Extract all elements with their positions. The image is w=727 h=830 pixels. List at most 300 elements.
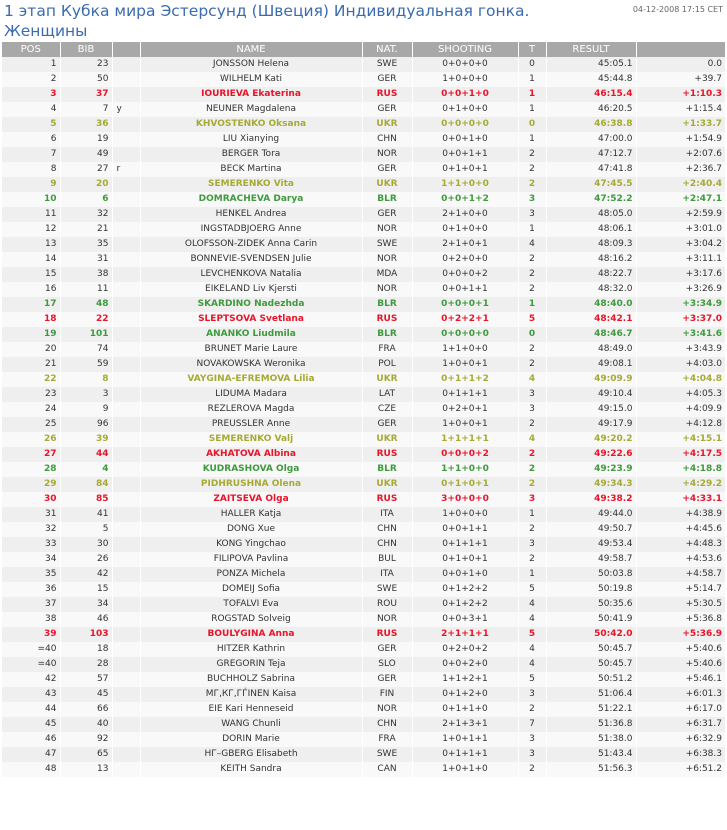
cell-name: HALLER Katja bbox=[140, 507, 362, 522]
cell-penalties: 3 bbox=[518, 732, 546, 747]
table-row bbox=[2, 342, 725, 357]
cell-behind: +6:51.2 bbox=[636, 762, 725, 777]
cell-result: 48:32.0 bbox=[546, 282, 636, 297]
table-row bbox=[2, 732, 725, 747]
table-row bbox=[2, 597, 725, 612]
cell-nat: UKR bbox=[362, 117, 412, 132]
cell-nat: ITA bbox=[362, 567, 412, 582]
cell-pos: 19 bbox=[2, 327, 60, 342]
cell-bib: 66 bbox=[60, 702, 112, 717]
cell-pos: 17 bbox=[2, 297, 60, 312]
cell-bib: 23 bbox=[60, 57, 112, 72]
cell-nat: GER bbox=[362, 102, 412, 117]
cell-behind: +5:36.8 bbox=[636, 612, 725, 627]
cell-name: LIU Xianying bbox=[140, 132, 362, 147]
cell-mark bbox=[112, 357, 140, 372]
cell-result: 49:17.9 bbox=[546, 417, 636, 432]
cell-penalties: 0 bbox=[518, 327, 546, 342]
cell-behind: +5:30.5 bbox=[636, 597, 725, 612]
cell-result: 51:38.0 bbox=[546, 732, 636, 747]
table-row bbox=[2, 567, 725, 582]
cell-pos: 18 bbox=[2, 312, 60, 327]
cell-nat: SWE bbox=[362, 237, 412, 252]
cell-shooting: 0+0+0+2 bbox=[412, 447, 518, 462]
cell-result: 45:44.8 bbox=[546, 72, 636, 87]
cell-result: 51:56.3 bbox=[546, 762, 636, 777]
cell-result: 50:35.6 bbox=[546, 597, 636, 612]
cell-behind: +4:53.6 bbox=[636, 552, 725, 567]
cell-bib: 42 bbox=[60, 567, 112, 582]
cell-penalties: 5 bbox=[518, 582, 546, 597]
cell-nat: RUS bbox=[362, 447, 412, 462]
cell-shooting: 1+1+0+0 bbox=[412, 177, 518, 192]
cell-mark bbox=[112, 642, 140, 657]
table-row bbox=[2, 537, 725, 552]
cell-shooting: 0+0+0+2 bbox=[412, 267, 518, 282]
cell-name: PIDHRUSHNA Olena bbox=[140, 477, 362, 492]
cell-nat: UKR bbox=[362, 372, 412, 387]
cell-shooting: 1+1+1+1 bbox=[412, 432, 518, 447]
cell-bib: 96 bbox=[60, 417, 112, 432]
cell-shooting: 0+2+0+0 bbox=[412, 252, 518, 267]
cell-bib: 57 bbox=[60, 672, 112, 687]
cell-behind: +4:45.6 bbox=[636, 522, 725, 537]
cell-pos: 33 bbox=[2, 537, 60, 552]
cell-name: NEUNER Magdalena bbox=[140, 102, 362, 117]
table-row bbox=[2, 762, 725, 777]
table-row bbox=[2, 702, 725, 717]
cell-name: JONSSON Helena bbox=[140, 57, 362, 72]
cell-behind: +1:54.9 bbox=[636, 132, 725, 147]
cell-nat: FIN bbox=[362, 687, 412, 702]
cell-shooting: 0+0+1+1 bbox=[412, 147, 518, 162]
cell-bib: 5 bbox=[60, 522, 112, 537]
cell-nat: GER bbox=[362, 417, 412, 432]
cell-pos: 39 bbox=[2, 627, 60, 642]
cell-shooting: 0+1+0+0 bbox=[412, 222, 518, 237]
cell-bib: 32 bbox=[60, 207, 112, 222]
cell-mark bbox=[112, 567, 140, 582]
cell-name: SEMERENKO Vita bbox=[140, 177, 362, 192]
cell-mark bbox=[112, 222, 140, 237]
cell-mark bbox=[112, 657, 140, 672]
cell-name: OLOFSSON-ZIDEK Anna Carin bbox=[140, 237, 362, 252]
cell-bib: 4 bbox=[60, 462, 112, 477]
cell-bib: 3 bbox=[60, 387, 112, 402]
cell-penalties: 4 bbox=[518, 642, 546, 657]
cell-mark bbox=[112, 552, 140, 567]
cell-penalties: 3 bbox=[518, 537, 546, 552]
cell-penalties: 2 bbox=[518, 477, 546, 492]
cell-name: AKHATOVA Albina bbox=[140, 447, 362, 462]
cell-shooting: 0+1+1+2 bbox=[412, 372, 518, 387]
cell-pos: 47 bbox=[2, 747, 60, 762]
cell-mark bbox=[112, 207, 140, 222]
cell-pos: 37 bbox=[2, 597, 60, 612]
cell-shooting: 1+0+0+0 bbox=[412, 72, 518, 87]
cell-result: 50:45.7 bbox=[546, 657, 636, 672]
cell-shooting: 3+0+0+0 bbox=[412, 492, 518, 507]
cell-penalties: 4 bbox=[518, 612, 546, 627]
cell-bib: 74 bbox=[60, 342, 112, 357]
cell-nat: UKR bbox=[362, 477, 412, 492]
cell-behind: +3:17.6 bbox=[636, 267, 725, 282]
cell-mark bbox=[112, 327, 140, 342]
cell-penalties: 2 bbox=[518, 267, 546, 282]
cell-name: PONZA Michela bbox=[140, 567, 362, 582]
cell-bib: 13 bbox=[60, 762, 112, 777]
cell-name: ZAITSEVA Olga bbox=[140, 492, 362, 507]
cell-name: LIDUMA Madara bbox=[140, 387, 362, 402]
cell-nat: NOR bbox=[362, 702, 412, 717]
cell-behind: +4:33.1 bbox=[636, 492, 725, 507]
cell-bib: 15 bbox=[60, 582, 112, 597]
cell-name: DOMEIJ Sofia bbox=[140, 582, 362, 597]
cell-mark bbox=[112, 57, 140, 72]
cell-shooting: 2+1+1+1 bbox=[412, 627, 518, 642]
cell-name: ANANKO Liudmila bbox=[140, 327, 362, 342]
cell-name: SKARDINO Nadezhda bbox=[140, 297, 362, 312]
cell-result: 49:58.7 bbox=[546, 552, 636, 567]
cell-result: 50:51.2 bbox=[546, 672, 636, 687]
cell-mark bbox=[112, 132, 140, 147]
cell-shooting: 0+1+0+1 bbox=[412, 162, 518, 177]
cell-pos: 12 bbox=[2, 222, 60, 237]
cell-nat: BLR bbox=[362, 192, 412, 207]
col-bib: BIB bbox=[60, 42, 112, 57]
cell-nat: RUS bbox=[362, 627, 412, 642]
table-row bbox=[2, 657, 725, 672]
cell-mark bbox=[112, 597, 140, 612]
cell-mark bbox=[112, 492, 140, 507]
col-shooting: SHOOTING bbox=[412, 42, 518, 57]
cell-bib: 20 bbox=[60, 177, 112, 192]
cell-pos: 26 bbox=[2, 432, 60, 447]
table-row bbox=[2, 327, 725, 342]
cell-shooting: 2+1+3+1 bbox=[412, 717, 518, 732]
cell-result: 51:36.8 bbox=[546, 717, 636, 732]
cell-behind: +4:48.3 bbox=[636, 537, 725, 552]
cell-penalties: 5 bbox=[518, 312, 546, 327]
cell-result: 49:38.2 bbox=[546, 492, 636, 507]
table-row bbox=[2, 717, 725, 732]
table-row bbox=[2, 87, 725, 102]
cell-mark bbox=[112, 72, 140, 87]
cell-bib: 26 bbox=[60, 552, 112, 567]
cell-mark bbox=[112, 402, 140, 417]
cell-nat: NOR bbox=[362, 252, 412, 267]
cell-nat: GER bbox=[362, 162, 412, 177]
table-row bbox=[2, 447, 725, 462]
cell-result: 45:05.1 bbox=[546, 57, 636, 72]
cell-shooting: 0+1+0+0 bbox=[412, 102, 518, 117]
table-row bbox=[2, 147, 725, 162]
cell-behind: +6:01.3 bbox=[636, 687, 725, 702]
cell-bib: 36 bbox=[60, 117, 112, 132]
cell-nat: CHN bbox=[362, 717, 412, 732]
cell-shooting: 0+0+0+1 bbox=[412, 297, 518, 312]
table-row bbox=[2, 582, 725, 597]
table-row bbox=[2, 492, 725, 507]
cell-penalties: 3 bbox=[518, 687, 546, 702]
cell-result: 50:19.8 bbox=[546, 582, 636, 597]
col-nat: NAT. bbox=[362, 42, 412, 57]
cell-penalties: 2 bbox=[518, 252, 546, 267]
cell-mark bbox=[112, 732, 140, 747]
cell-result: 49:23.9 bbox=[546, 462, 636, 477]
cell-nat: SWE bbox=[362, 582, 412, 597]
cell-result: 49:08.1 bbox=[546, 357, 636, 372]
cell-pos: 10 bbox=[2, 192, 60, 207]
cell-result: 48:09.3 bbox=[546, 237, 636, 252]
cell-mark bbox=[112, 87, 140, 102]
cell-penalties: 0 bbox=[518, 117, 546, 132]
cell-penalties: 1 bbox=[518, 72, 546, 87]
cell-result: 49:50.7 bbox=[546, 522, 636, 537]
cell-nat: SWE bbox=[362, 747, 412, 762]
col-mark bbox=[112, 42, 140, 57]
cell-result: 47:52.2 bbox=[546, 192, 636, 207]
cell-behind: +2:59.9 bbox=[636, 207, 725, 222]
cell-name: МГ‚КГ‚ГЃINEN Kaisa bbox=[140, 687, 362, 702]
cell-pos: 15 bbox=[2, 267, 60, 282]
cell-result: 51:43.4 bbox=[546, 747, 636, 762]
cell-shooting: 1+0+0+1 bbox=[412, 357, 518, 372]
table-row bbox=[2, 252, 725, 267]
cell-result: 48:49.0 bbox=[546, 342, 636, 357]
cell-result: 49:34.3 bbox=[546, 477, 636, 492]
cell-pos: 29 bbox=[2, 477, 60, 492]
cell-mark bbox=[112, 702, 140, 717]
cell-behind: +3:04.2 bbox=[636, 237, 725, 252]
cell-name: EIE Kari Henneseid bbox=[140, 702, 362, 717]
cell-pos: 8 bbox=[2, 162, 60, 177]
cell-bib: 30 bbox=[60, 537, 112, 552]
cell-shooting: 0+1+2+2 bbox=[412, 597, 518, 612]
cell-bib: 11 bbox=[60, 282, 112, 297]
cell-nat: SWE bbox=[362, 57, 412, 72]
table-row bbox=[2, 192, 725, 207]
cell-result: 51:22.1 bbox=[546, 702, 636, 717]
cell-pos: 44 bbox=[2, 702, 60, 717]
cell-name: BUCHHOLZ Sabrina bbox=[140, 672, 362, 687]
cell-pos: 43 bbox=[2, 687, 60, 702]
cell-nat: BUL bbox=[362, 552, 412, 567]
cell-shooting: 0+2+0+1 bbox=[412, 402, 518, 417]
cell-penalties: 5 bbox=[518, 627, 546, 642]
cell-result: 48:05.0 bbox=[546, 207, 636, 222]
cell-pos: 14 bbox=[2, 252, 60, 267]
cell-mark bbox=[112, 627, 140, 642]
cell-nat: NOR bbox=[362, 222, 412, 237]
cell-name: IOURIEVA Ekaterina bbox=[140, 87, 362, 102]
cell-bib: 9 bbox=[60, 402, 112, 417]
cell-nat: CZE bbox=[362, 402, 412, 417]
cell-bib: 41 bbox=[60, 507, 112, 522]
cell-penalties: 7 bbox=[518, 717, 546, 732]
cell-behind: +4:58.7 bbox=[636, 567, 725, 582]
cell-behind: +5:40.6 bbox=[636, 642, 725, 657]
cell-mark bbox=[112, 507, 140, 522]
cell-penalties: 2 bbox=[518, 522, 546, 537]
cell-shooting: 0+0+1+0 bbox=[412, 87, 518, 102]
cell-nat: CHN bbox=[362, 522, 412, 537]
cell-name: DOMRACHEVA Darya bbox=[140, 192, 362, 207]
cell-pos: 16 bbox=[2, 282, 60, 297]
cell-penalties: 4 bbox=[518, 372, 546, 387]
cell-behind: +2:40.4 bbox=[636, 177, 725, 192]
cell-nat: RUS bbox=[362, 492, 412, 507]
cell-pos: =40 bbox=[2, 657, 60, 672]
cell-mark bbox=[112, 252, 140, 267]
table-row bbox=[2, 387, 725, 402]
cell-pos: 6 bbox=[2, 132, 60, 147]
cell-name: FILIPOVA Pavlina bbox=[140, 552, 362, 567]
cell-shooting: 0+1+0+1 bbox=[412, 477, 518, 492]
col-result: RESULT bbox=[546, 42, 636, 57]
cell-name: GREGORIN Teja bbox=[140, 657, 362, 672]
cell-pos: 20 bbox=[2, 342, 60, 357]
cell-behind: +4:29.2 bbox=[636, 477, 725, 492]
cell-behind: +4:17.5 bbox=[636, 447, 725, 462]
cell-name: BECK Martina bbox=[140, 162, 362, 177]
cell-shooting: 1+0+1+1 bbox=[412, 732, 518, 747]
cell-mark bbox=[112, 537, 140, 552]
table-row bbox=[2, 672, 725, 687]
cell-result: 47:45.5 bbox=[546, 177, 636, 192]
cell-result: 49:20.2 bbox=[546, 432, 636, 447]
table-row bbox=[2, 222, 725, 237]
cell-result: 49:15.0 bbox=[546, 402, 636, 417]
cell-mark bbox=[112, 612, 140, 627]
cell-name: INGSTADBJOERG Anne bbox=[140, 222, 362, 237]
cell-pos: 5 bbox=[2, 117, 60, 132]
cell-pos: 24 bbox=[2, 402, 60, 417]
cell-shooting: 1+1+2+1 bbox=[412, 672, 518, 687]
table-row bbox=[2, 432, 725, 447]
cell-penalties: 4 bbox=[518, 432, 546, 447]
cell-mark: r bbox=[112, 162, 140, 177]
table-row bbox=[2, 177, 725, 192]
cell-penalties: 1 bbox=[518, 297, 546, 312]
cell-bib: 7 bbox=[60, 102, 112, 117]
cell-bib: 103 bbox=[60, 627, 112, 642]
cell-name: KONG Yingchao bbox=[140, 537, 362, 552]
table-row bbox=[2, 72, 725, 87]
cell-pos: 35 bbox=[2, 567, 60, 582]
table-row bbox=[2, 477, 725, 492]
cell-nat: CAN bbox=[362, 762, 412, 777]
cell-behind: +1:33.7 bbox=[636, 117, 725, 132]
cell-mark bbox=[112, 417, 140, 432]
cell-name: ROGSTAD Solveig bbox=[140, 612, 362, 627]
cell-pos: 11 bbox=[2, 207, 60, 222]
cell-mark bbox=[112, 582, 140, 597]
cell-behind: +4:04.8 bbox=[636, 372, 725, 387]
cell-pos: 4 bbox=[2, 102, 60, 117]
cell-nat: UKR bbox=[362, 177, 412, 192]
page-title: 1 этап Кубка мира Эстерсунд (Швеция) Индивидуальная гонка. Женщины bbox=[4, 2, 530, 40]
cell-shooting: 0+0+1+1 bbox=[412, 522, 518, 537]
cell-nat: GER bbox=[362, 672, 412, 687]
cell-penalties: 3 bbox=[518, 192, 546, 207]
cell-behind: +6:32.9 bbox=[636, 732, 725, 747]
cell-bib: 6 bbox=[60, 192, 112, 207]
cell-nat: BLR bbox=[362, 327, 412, 342]
cell-behind: +3:01.0 bbox=[636, 222, 725, 237]
col-pos: POS bbox=[2, 42, 60, 57]
cell-behind: +3:37.0 bbox=[636, 312, 725, 327]
table-row bbox=[2, 402, 725, 417]
cell-behind: +3:11.1 bbox=[636, 252, 725, 267]
table-header-row bbox=[2, 42, 725, 57]
cell-penalties: 2 bbox=[518, 417, 546, 432]
cell-pos: 7 bbox=[2, 147, 60, 162]
cell-behind: +39.7 bbox=[636, 72, 725, 87]
cell-penalties: 1 bbox=[518, 507, 546, 522]
cell-nat: ITA bbox=[362, 507, 412, 522]
cell-penalties: 2 bbox=[518, 357, 546, 372]
cell-bib: 27 bbox=[60, 162, 112, 177]
cell-result: 50:42.0 bbox=[546, 627, 636, 642]
cell-nat: FRA bbox=[362, 732, 412, 747]
cell-name: LEVCHENKOVA Natalia bbox=[140, 267, 362, 282]
cell-nat: BLR bbox=[362, 462, 412, 477]
table-row bbox=[2, 462, 725, 477]
cell-penalties: 2 bbox=[518, 552, 546, 567]
cell-nat: RUS bbox=[362, 87, 412, 102]
cell-bib: 39 bbox=[60, 432, 112, 447]
cell-name: KUDRASHOVA Olga bbox=[140, 462, 362, 477]
cell-pos: 9 bbox=[2, 177, 60, 192]
cell-name: SLEPTSOVA Svetlana bbox=[140, 312, 362, 327]
cell-bib: 48 bbox=[60, 297, 112, 312]
table-row bbox=[2, 297, 725, 312]
cell-shooting: 0+1+1+1 bbox=[412, 747, 518, 762]
cell-behind: +4:09.9 bbox=[636, 402, 725, 417]
cell-behind: +3:26.9 bbox=[636, 282, 725, 297]
table-row bbox=[2, 117, 725, 132]
col-penalties: T bbox=[518, 42, 546, 57]
timestamp: 04-12-2008 17:15 CET bbox=[632, 5, 723, 14]
cell-bib: 28 bbox=[60, 657, 112, 672]
table-row bbox=[2, 282, 725, 297]
cell-penalties: 2 bbox=[518, 162, 546, 177]
cell-shooting: 0+0+0+0 bbox=[412, 117, 518, 132]
cell-nat: GER bbox=[362, 642, 412, 657]
cell-nat: RUS bbox=[362, 312, 412, 327]
cell-behind: +4:18.8 bbox=[636, 462, 725, 477]
cell-shooting: 0+2+0+2 bbox=[412, 642, 518, 657]
cell-bib: 8 bbox=[60, 372, 112, 387]
cell-nat: CHN bbox=[362, 537, 412, 552]
cell-mark bbox=[112, 342, 140, 357]
cell-bib: 59 bbox=[60, 357, 112, 372]
cell-behind: +5:36.9 bbox=[636, 627, 725, 642]
cell-name: SEMERENKO Valj bbox=[140, 432, 362, 447]
cell-behind: +5:46.1 bbox=[636, 672, 725, 687]
table-row bbox=[2, 417, 725, 432]
cell-nat: NOR bbox=[362, 282, 412, 297]
cell-behind: +6:17.0 bbox=[636, 702, 725, 717]
table-row bbox=[2, 552, 725, 567]
cell-penalties: 2 bbox=[518, 147, 546, 162]
cell-pos: 23 bbox=[2, 387, 60, 402]
cell-nat: POL bbox=[362, 357, 412, 372]
cell-bib: 22 bbox=[60, 312, 112, 327]
cell-pos: =40 bbox=[2, 642, 60, 657]
cell-bib: 40 bbox=[60, 717, 112, 732]
